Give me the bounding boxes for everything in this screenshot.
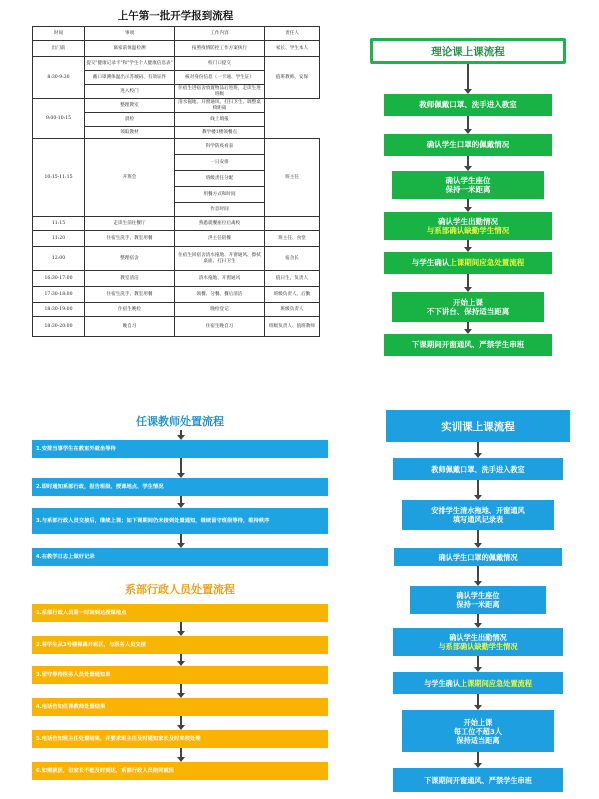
schedule-cell: 宿舍长 [265, 247, 320, 271]
schedule-cell: 家长、学生本人 [265, 41, 320, 57]
schedule-row [33, 247, 320, 271]
flow-arrow [467, 322, 469, 329]
teacher-step-1 [32, 440, 328, 458]
schedule-row [33, 139, 320, 155]
schedule-cell: 整理教室 [85, 99, 175, 113]
flow-arrow [180, 534, 182, 543]
step-line [412, 340, 525, 349]
step-line [454, 727, 502, 736]
schedule-cell: 17:30-18:00 [33, 287, 85, 303]
admin-flow-title: 系部行政人员处置流程 [125, 583, 235, 596]
step-line [456, 591, 499, 600]
schedule-title: 上午第一批开学报到流程 [117, 10, 234, 22]
schedule-cell: 进入校门 [85, 85, 175, 99]
schedule-cell: 18:30-19:00 [33, 303, 85, 317]
step-text: 4.电话告知任课教师处置结果 [36, 703, 106, 710]
schedule-table-panel [32, 6, 319, 398]
flow-arrow [467, 274, 469, 287]
step-text: 5.电话告知班主任处置结果，并要求班主任及时通知家长及时来校处理 [36, 735, 201, 742]
step-text: 教师佩戴口罩、洗手进入教室 [431, 464, 525, 474]
flow-arrow [180, 430, 182, 435]
step-text: 3.留守等待医务人员处置通知单 [36, 671, 111, 678]
teacher-step-2 [32, 478, 328, 496]
step-highlight-text: 上课期间应急处置流程 [460, 678, 532, 688]
schedule-cell: 9:00-10:15 [33, 99, 85, 139]
schedule-cell: 整理宿舍 [85, 247, 175, 271]
schedule-cell: 12:00 [33, 247, 85, 271]
schedule-header-cell: 事项 [85, 27, 175, 41]
training-step-7 [402, 710, 554, 752]
schedule-cell: 8:30-9:30 [33, 57, 85, 99]
flow-arrow [477, 530, 479, 543]
schedule-cell: 11:15 [33, 217, 85, 231]
flow-arrow [477, 752, 479, 763]
step-text: 2.将学生从3号楼梯离开班区，与医务人员交接 [36, 641, 147, 648]
schedule-row [33, 57, 320, 71]
schedule-cell: 晚自习 [85, 317, 175, 337]
step-text: 确认学生口罩的佩戴情况 [438, 552, 518, 562]
step-line [424, 679, 532, 688]
step-text: 6.如需就医，但家长不能及时到达，系部行政人员陪同就医 [36, 767, 175, 774]
flow-arrow [180, 748, 182, 757]
schedule-cell: 住宿生洗手、教室用餐 [85, 287, 175, 303]
step-text: 填写通风记录表 [452, 515, 504, 524]
flow-arrow [180, 496, 182, 503]
training-step-6 [393, 672, 563, 694]
schedule-cell: 熟悉就餐座位后离校 [175, 217, 265, 231]
schedule-cell: 清水拖地、开窗通风 [175, 271, 265, 287]
schedule-cell: 16:30-17:00 [33, 271, 85, 287]
step-highlight-text: 与系部确认缺勤学生情况 [426, 226, 510, 235]
training-step-5 [393, 628, 563, 656]
schedule-cell: 教室清洁 [85, 271, 175, 287]
admin-step-4 [32, 698, 328, 716]
schedule-cell: 住宿生回宿舍清水拖地、开窗通风、擦拭桌面、打扫卫生 [175, 247, 265, 271]
step-line [427, 307, 510, 316]
schedule-row [33, 217, 320, 231]
step-line [438, 553, 517, 562]
schedule-cell: 一日安排 [175, 155, 265, 171]
step-line [464, 718, 493, 727]
step-text: 与学生确认 [424, 678, 461, 688]
schedule-cell: 10:15-11:15 [33, 139, 85, 217]
step-highlight-text: 上课期间应急处置流程 [449, 258, 525, 268]
flow-arrow [180, 654, 182, 661]
schedule-cell: 住宿生晚自习 [175, 317, 265, 337]
flow-arrow [477, 656, 479, 667]
schedule-cell: 领餐、分餐、餐后清洁 [175, 287, 265, 303]
step-line [438, 217, 498, 226]
teacher-step-3 [32, 508, 328, 534]
theory-step-4 [384, 212, 552, 240]
schedule-cell: 开班会 [85, 139, 175, 217]
step-text: 下课期间开窗通风、严禁学生串班 [424, 775, 532, 785]
flow-arrow [477, 566, 479, 581]
flow-arrow [467, 156, 469, 166]
schedule-cell: 班级负责人、值班教师 [265, 317, 320, 337]
training-step-1 [393, 458, 563, 480]
step-text: 教师佩戴口罩、洗手进入教室 [419, 100, 517, 110]
schedule-cell: 晚检登记 [175, 303, 265, 317]
flow-arrow [180, 622, 182, 631]
schedule-cell: 值日生、负责人 [265, 271, 320, 287]
schedule-cell: 班级负责人 [265, 303, 320, 317]
step-line [449, 633, 507, 642]
schedule-row [33, 303, 320, 317]
schedule-cell: 晨检 [85, 113, 175, 127]
flow-arrow [180, 684, 182, 693]
step-line [419, 100, 517, 109]
schedule-cell: 出门前 [33, 41, 85, 57]
flow-arrow [467, 64, 469, 89]
schedule-cell: 按照疫情防控工作方案执行 [175, 41, 265, 57]
theory-step-1 [384, 94, 552, 116]
admin-step-2 [32, 636, 328, 654]
schedule-cell: 戴口罩测体温出示苏城码、有效证件 [85, 71, 175, 85]
step-line [424, 776, 532, 785]
schedule-cell: 校门口提交 [175, 57, 265, 71]
schedule-cell: 住宿生洗手、教室用餐 [85, 231, 175, 247]
schedule-row [33, 41, 320, 57]
step-line [431, 506, 524, 515]
step-line [453, 515, 503, 524]
incident-handling-panel [30, 408, 330, 799]
theory-class-flow-panel [368, 38, 568, 378]
theory-step-5 [384, 252, 552, 274]
schedule-cell: 班级责任分配 [175, 171, 265, 187]
flow-arrow [180, 458, 182, 473]
training-step-3 [394, 548, 562, 566]
step-text: 保持一米距离 [445, 185, 491, 194]
schedule-row [33, 231, 320, 247]
schedule-cell: 线上填报 [175, 113, 265, 127]
step-text: 不下讲台、保持适当距离 [426, 307, 510, 316]
schedule-row [33, 271, 320, 287]
theory-step-3 [392, 171, 544, 199]
schedule-cell: 住宿生进宿舍放置物品后进班，走读生进班级 [175, 85, 265, 99]
flow-arrow [467, 240, 469, 247]
training-class-flow-panel [378, 408, 578, 799]
training-flow-title: 实训课上课流程 [386, 410, 570, 442]
schedule-row [33, 317, 320, 337]
flow-arrow [180, 716, 182, 725]
schedule-cell: 走读生前往餐厅 [85, 217, 175, 231]
theory-step-6 [392, 292, 544, 322]
step-text: 保持适当距离 [456, 735, 500, 745]
step-text: 开始上课 [453, 297, 483, 307]
step-text: 与学生确认 [411, 258, 450, 268]
step-text: 确认学生座位 [456, 591, 500, 600]
training-step-2 [402, 500, 554, 530]
theory-step-7 [384, 334, 552, 356]
step-text: 保持一米距离 [456, 600, 500, 609]
schedule-row [33, 99, 320, 113]
schedule-table [32, 26, 320, 337]
schedule-header-cell: 责任人 [265, 27, 320, 41]
step-text: 2.即时通知系部行政，报告班级、授课地点、学生情况 [36, 483, 164, 490]
flow-arrow [477, 694, 479, 705]
schedule-cell: 班主任 [265, 139, 320, 217]
flow-arrow [477, 480, 479, 495]
schedule-cell: 班主任、食堂 [265, 231, 320, 247]
schedule-cell: 用餐方式和时间 [175, 187, 265, 203]
flow-arrow [477, 614, 479, 623]
step-text: 安排学生清水拖地、开窗通风 [431, 506, 525, 515]
admin-step-1 [32, 604, 328, 622]
admin-step-3 [32, 666, 328, 684]
theory-flow-title: 理论课上课流程 [370, 38, 566, 64]
schedule-header-cell: 工作内容 [175, 27, 265, 41]
schedule-cell: 核对身份信息（一卡通、学生证） [175, 71, 265, 85]
teacher-flow-title: 任课教师处置流程 [136, 415, 224, 428]
admin-step-5 [32, 730, 328, 748]
step-line [453, 298, 483, 307]
schedule-row [33, 287, 320, 303]
schedule-header-cell: 时间 [33, 27, 85, 41]
schedule-header-row [33, 27, 320, 41]
step-text: 1.安排当事学生在教室外就坐等待 [36, 445, 116, 452]
step-text: 确认学生出勤情况 [438, 216, 498, 226]
step-line [446, 176, 491, 185]
step-text: 确认学生座位 [445, 175, 491, 185]
schedule-cell [265, 217, 320, 231]
step-line [456, 600, 499, 609]
flow-arrow [467, 199, 469, 207]
theory-step-2 [384, 134, 552, 156]
step-line [427, 140, 510, 149]
schedule-cell: 领取教材 [85, 127, 175, 139]
step-text: 每工位不超3人 [453, 726, 503, 736]
step-line [446, 185, 491, 194]
step-text: 下课期间开窗通风、严禁学生串班 [411, 340, 525, 350]
step-text: 开始上课 [463, 717, 493, 727]
training-step-4 [410, 586, 546, 614]
schedule-cell: 住宿生晚检 [85, 303, 175, 317]
step-line [431, 465, 524, 474]
schedule-cell: 值班教师、安保 [265, 57, 320, 99]
training-step-8 [393, 768, 563, 792]
schedule-cell: 教学楼1楼领餐点 [175, 127, 265, 139]
teacher-step-4 [32, 548, 328, 566]
step-text: 确认学生出勤情况 [449, 633, 507, 642]
schedule-cell: 科学防疫看表 [175, 139, 265, 155]
schedule-cell: 提交"健康记录卡"和"学生个人健康信息表" [85, 57, 175, 71]
step-text: 确认学生口罩的佩戴情况 [426, 140, 510, 150]
schedule-cell: 清水拖地、开窗通风、打扫卫生、调整桌椅距离 [175, 99, 265, 113]
schedule-cell: 18:30-20:00 [33, 317, 85, 337]
step-text: 4.在教学日志上做好记录 [36, 553, 95, 560]
schedule-cell: 11:20 [33, 231, 85, 247]
step-line [456, 736, 499, 745]
schedule-cell: 班级负责人、后勤 [265, 287, 320, 303]
step-text: 3.与系部行政人员交接后，继续上课；如下课期间仍未接到处置通知，继续留守班级等待，维持秩序 [36, 517, 270, 524]
step-line [412, 258, 525, 267]
schedule-cell: 离家前体温检测 [85, 41, 175, 57]
schedule-cell: 作息时间 [175, 203, 265, 217]
step-highlight-text: 与系部确认缺勤学生情况 [438, 642, 518, 651]
admin-step-6 [32, 762, 328, 780]
step-text: 1.系部行政人员第一时间到达授课地点 [36, 609, 127, 616]
flow-arrow [477, 442, 479, 453]
flow-arrow [467, 116, 469, 129]
schedule-cell: 洪主任陪餐 [175, 231, 265, 247]
